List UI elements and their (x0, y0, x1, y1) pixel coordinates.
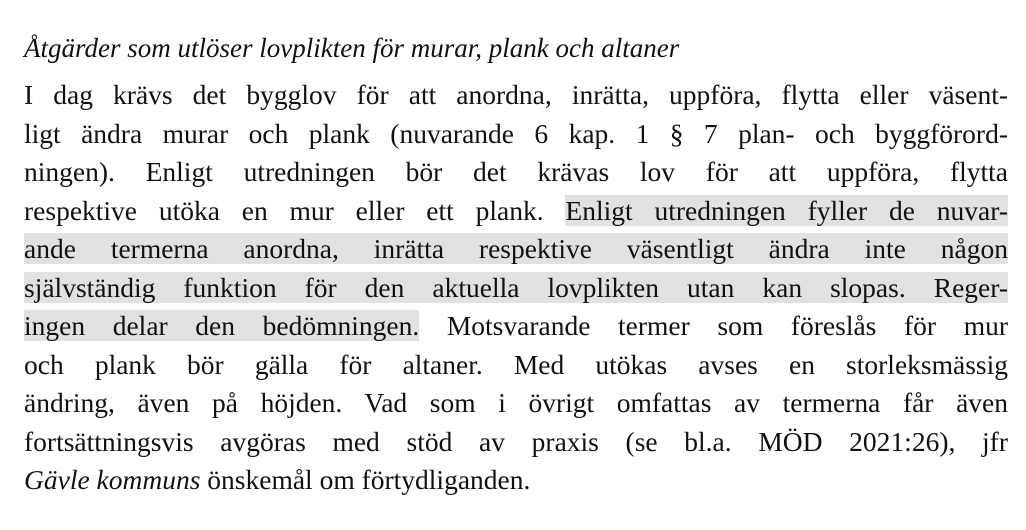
text-segment: ligt ändra murar och plank (nuvarande 6 kap. 1 § 7 plan- och byggförord- (24, 117, 1008, 149)
text-line (24, 461, 1008, 500)
text-line (24, 230, 1008, 269)
text-segment: och plank bör gälla för altaner. Med utökas avses en storleksmässig (24, 348, 1008, 380)
text-line (24, 115, 1008, 154)
text-line (24, 269, 1008, 308)
section-heading: Åtgärder som utlöser lovplikten för murar, plank och altaner (24, 33, 680, 63)
text-segment: I dag krävs det bygglov för att anordna, inrätta, uppföra, flytta eller väsent- (24, 79, 1008, 110)
text-line (24, 423, 1008, 462)
text-line (24, 192, 1008, 231)
italic-text: Gävle kommuns (24, 464, 201, 495)
highlighted-text: ande termerna anordna, inrätta respektive väsentligt ändra inte någon (24, 233, 1008, 264)
text-line (24, 153, 1008, 192)
text-line (24, 307, 1008, 346)
text-segment: respektive utöka en mur eller ett plank. (24, 194, 566, 226)
text-segment: fortsättningsvis avgöras med stöd av praxis (se bl.a. MÖD 2021:26), jfr (24, 425, 1008, 457)
body-paragraph (24, 76, 1008, 500)
text-segment: önskemål om förtydliganden. (200, 464, 531, 495)
text-segment: ändring, även på höjden. Vad som i övrigt omfattas av termerna får även (24, 387, 1008, 418)
highlighted-text: Enligt utredningen fyller de nuvar- (565, 194, 1008, 226)
document-page (24, 28, 1008, 500)
highlighted-text: ingen delar den bedömningen. (24, 310, 420, 341)
text-segment: ningen). Enligt utredningen bör det krävas lov för att uppföra, flytta (24, 156, 1008, 187)
text-line (24, 76, 1008, 115)
text-line (24, 346, 1008, 385)
text-line (24, 384, 1008, 423)
text-segment: Motsvarande termer som föreslås för mur (419, 310, 1008, 341)
highlighted-text: självständig funktion för den aktuella lovplikten utan kan slopas. Reger- (24, 271, 1008, 303)
